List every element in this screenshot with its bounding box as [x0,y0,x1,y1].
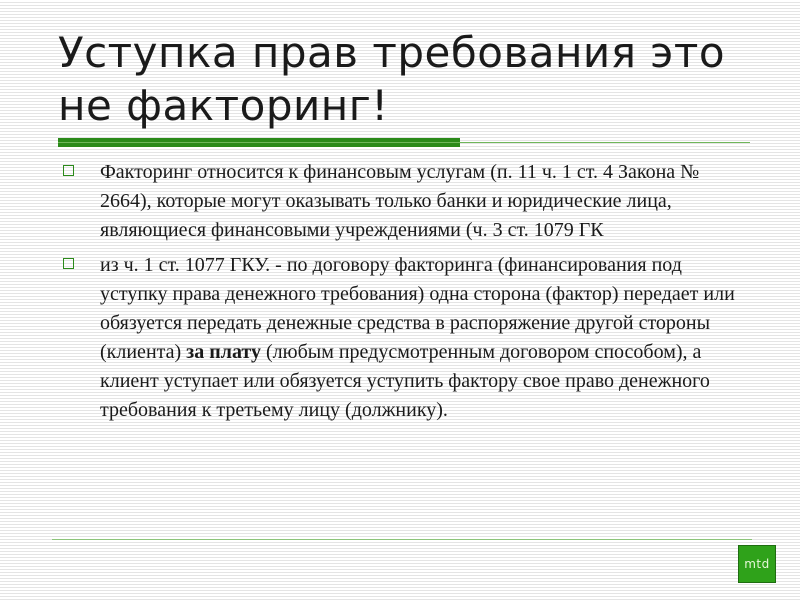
bullet-text: Факторинг относится к финансовым услугам (п. 11 ч. 1 ст. 4 Закона № 2664), которые могут оказывать только банки и юридические лица, являющиеся финансовыми учреждениями (ч. 3 ст. 1079 ГК [100,161,700,241]
hollow-square-bullet-icon [63,165,74,176]
hollow-square-bullet-icon [63,258,74,269]
bullet-item-factoring-definition [60,158,740,245]
title-underline-thin [58,142,750,143]
bullet-list [60,158,740,431]
logo-text: mtd [744,557,770,571]
bullet-text-bold: за плату [186,341,261,363]
footer-divider [52,539,752,540]
bullet-item-civil-code-quote [60,251,740,425]
slide-title: Уступка прав требования это не факторинг! [58,28,726,130]
bullet-text-after: (любым предусмотренным договором способом), а клиент уступает или обязуется уступить фактору свое право денежного требования к третьему лицу (должнику). [100,341,710,421]
bullet-text-before: из ч. 1 ст. 1077 ГКУ. - по договору факторинга (финансирования под уступку права денежного требования) одна сторона (фактор) передает или обязуется передать денежные средства в распоряжение другой стороны (клиента) [100,254,735,363]
mtd-logo [738,545,776,583]
